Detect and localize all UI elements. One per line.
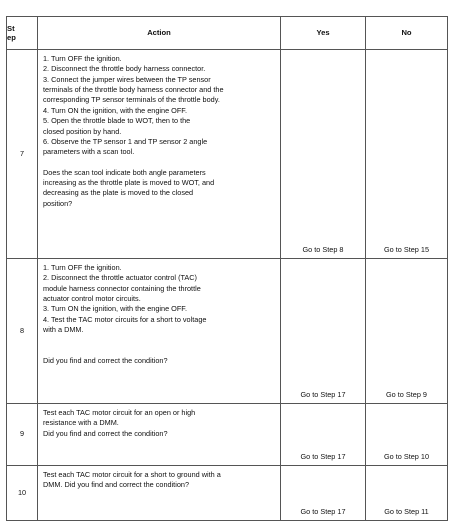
action-line: terminals of the throttle body harness connector and the: [43, 85, 224, 95]
action-line: 2. Disconnect the throttle body harness connector.: [43, 64, 206, 74]
step-action: [38, 259, 281, 404]
table-row: [7, 259, 448, 404]
table-row: [7, 50, 448, 259]
header-step-line-2: ep: [7, 33, 16, 42]
action-line: actuator control motor circuits.: [43, 294, 141, 304]
step-action: [38, 404, 281, 466]
step-number: 8: [7, 259, 38, 404]
action-line: with a DMM.: [43, 325, 84, 335]
action-line: module harness connector containing the throttle: [43, 283, 201, 293]
action-line: 1. Turn OFF the ignition.: [43, 263, 122, 272]
action-line: corresponding TP sensor terminals of the throttle body.: [43, 95, 220, 105]
table-row: [7, 466, 448, 521]
yes-result: Go to Step 17: [281, 259, 366, 404]
step-number: 10: [7, 466, 38, 521]
action-line: 3. Turn ON the ignition, with the engine OFF.: [43, 304, 187, 314]
action-line: 2. Disconnect the throttle actuator control (TAC): [43, 273, 197, 283]
action-line: Did you find and correct the condition?: [43, 428, 168, 438]
yes-result: Go to Step 17: [281, 404, 366, 466]
action-spacer: [43, 346, 274, 356]
table-row: [7, 404, 448, 466]
action-line: increasing as the throttle plate is moved to WOT, and: [43, 177, 215, 187]
header-step-line-1: St: [7, 23, 15, 33]
step-action: [38, 50, 281, 259]
action-line: Does the scan tool indicate both angle parameters: [43, 167, 206, 177]
action-line: closed position by hand.: [43, 126, 122, 136]
no-result: Go to Step 15: [366, 50, 448, 259]
step-action: [38, 466, 281, 521]
action-line: 4. Test the TAC motor circuits for a short to voltage: [43, 314, 207, 324]
action-line: decreasing as the plate is moved to the closed: [43, 188, 194, 198]
yes-result: Go to Step 17: [281, 466, 366, 521]
no-result: Go to Step 11: [366, 466, 448, 521]
step-number: 7: [7, 50, 38, 259]
action-line: 1. Turn OFF the ignition.: [43, 54, 122, 63]
yes-result: Go to Step 8: [281, 50, 366, 259]
step-number: 9: [7, 404, 38, 466]
no-result: Go to Step 10: [366, 404, 448, 466]
no-result: Go to Step 9: [366, 259, 448, 404]
header-row: [7, 17, 448, 50]
header-action: Action: [38, 17, 281, 50]
action-line: 4. Turn ON the ignition, with the engine OFF.: [43, 105, 187, 115]
header-step: [7, 17, 38, 50]
action-line: Did you find and correct the condition?: [43, 355, 168, 365]
action-line: DMM. Did you find and correct the condition?: [43, 480, 190, 490]
action-line: Test each TAC motor circuit for an open or high: [43, 408, 196, 417]
header-no: No: [366, 17, 448, 50]
action-line: parameters with a scan tool.: [43, 147, 135, 157]
action-line: Test each TAC motor circuit for a short to ground with a: [43, 470, 221, 479]
action-spacer: [43, 336, 274, 346]
action-line: 5. Open the throttle blade to WOT, then to the: [43, 116, 191, 126]
action-line: 6. Observe the TP sensor 1 and TP sensor 2 angle: [43, 136, 208, 146]
action-line: 3. Connect the jumper wires between the TP sensor: [43, 74, 211, 84]
action-line: position?: [43, 198, 73, 208]
action-spacer: [43, 158, 274, 168]
diagnostic-steps-table: [6, 16, 448, 521]
header-yes: Yes: [281, 17, 366, 50]
action-line: resistance with a DMM.: [43, 418, 119, 428]
